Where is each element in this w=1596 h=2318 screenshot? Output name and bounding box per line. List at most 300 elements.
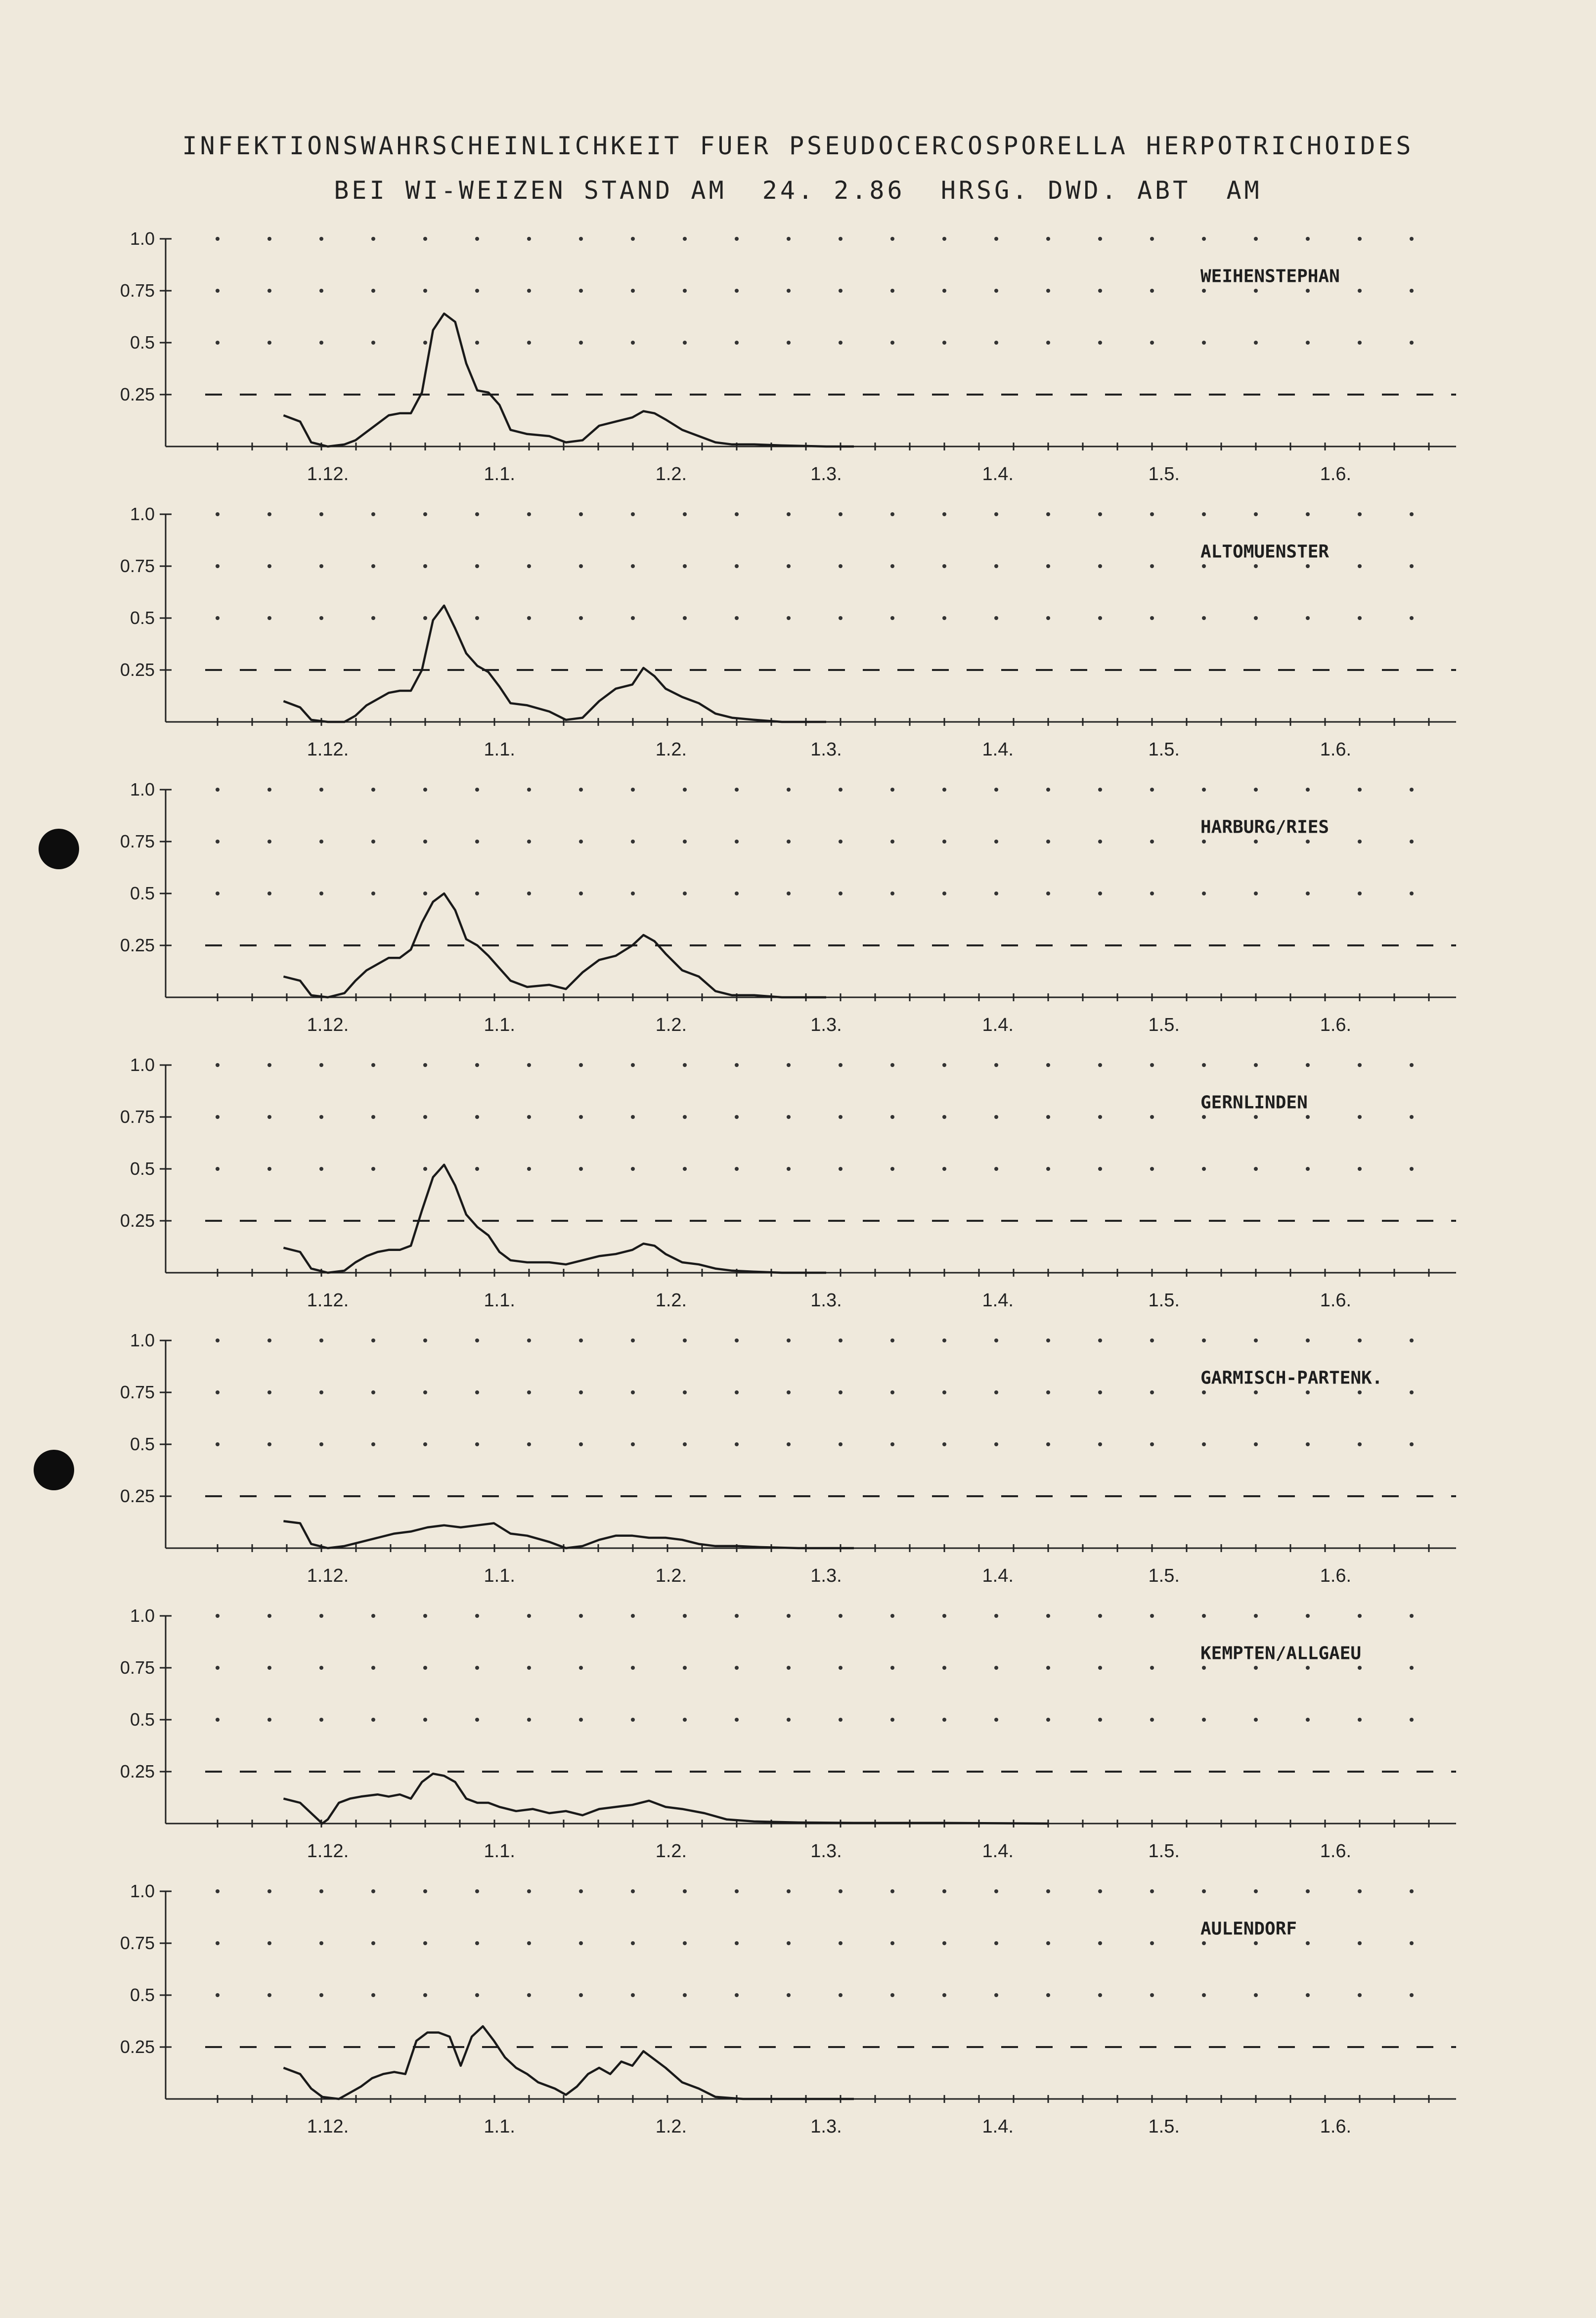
grid-dot: [942, 237, 946, 241]
grid-dot: [1046, 1390, 1050, 1394]
grid-dot: [1410, 616, 1414, 620]
x-tick-label: 1.1.: [484, 1290, 515, 1311]
x-tick-label: 1.6.: [1320, 464, 1352, 485]
grid-dot: [1046, 616, 1050, 620]
grid-dot: [527, 1390, 531, 1394]
grid-dot: [475, 1442, 479, 1446]
grid-dot: [1046, 1063, 1050, 1067]
x-tick-label: 1.3.: [810, 1015, 842, 1035]
grid-dot: [942, 289, 946, 293]
y-tick-label: 0.75: [120, 1657, 155, 1678]
grid-dot: [1202, 289, 1206, 293]
x-tick-label: 1.3.: [810, 739, 842, 760]
x-tick-label: 1.1.: [484, 739, 515, 760]
grid-dot: [216, 892, 220, 895]
x-tick-label: 1.3.: [810, 1290, 842, 1311]
grid-dot: [1046, 1614, 1050, 1618]
grid-dot: [890, 1666, 894, 1670]
series-line: [283, 1521, 854, 1548]
grid-dot: [1254, 1666, 1258, 1670]
grid-dot: [1254, 1338, 1258, 1342]
grid-dot: [683, 1442, 687, 1446]
grid-dot: [1358, 840, 1362, 844]
grid-dot: [1202, 1666, 1206, 1670]
grid-dot: [890, 892, 894, 895]
grid-dot: [1150, 341, 1154, 345]
grid-dot: [1306, 1889, 1310, 1893]
grid-dot: [787, 289, 791, 293]
grid-dot: [1410, 1115, 1414, 1119]
grid-dot: [423, 1167, 427, 1171]
grid-dot: [1046, 1167, 1050, 1171]
grid-dot: [683, 1390, 687, 1394]
grid-dot: [1306, 1941, 1310, 1945]
grid-dot: [631, 616, 635, 620]
grid-dot: [1098, 289, 1102, 293]
grid-dot: [527, 1063, 531, 1067]
x-tick-label: 1.2.: [655, 1290, 687, 1311]
grid-dot: [579, 237, 583, 241]
grid-dot: [319, 1115, 323, 1119]
grid-dot: [1306, 237, 1310, 241]
grid-dot: [267, 892, 271, 895]
y-tick-label: 0.25: [120, 384, 155, 404]
y-tick-label: 0.5: [130, 1709, 155, 1730]
grid-dot: [994, 892, 998, 895]
grid-dot: [527, 1442, 531, 1446]
grid-dot: [216, 289, 220, 293]
grid-dot: [1306, 1167, 1310, 1171]
grid-dot: [1150, 1167, 1154, 1171]
grid-dot: [1150, 1063, 1154, 1067]
grid-dot: [1254, 512, 1258, 516]
grid-dot: [475, 341, 479, 345]
grid-dot: [683, 1338, 687, 1342]
grid-dot: [267, 1390, 271, 1394]
grid-dot: [579, 1614, 583, 1618]
y-tick-label: 0.25: [120, 2037, 155, 2057]
grid-dot: [994, 1338, 998, 1342]
chart-panel-1: [120, 228, 1456, 485]
grid-dot: [1150, 840, 1154, 844]
grid-dot: [1358, 564, 1362, 568]
grid-dot: [735, 341, 739, 345]
y-tick-label: 0.75: [120, 556, 155, 576]
x-tick-label: 1.4.: [982, 1841, 1014, 1862]
grid-dot: [839, 788, 842, 792]
x-tick-label: 1.2.: [655, 1841, 687, 1862]
chart-panel-7: [120, 1881, 1456, 2137]
x-tick-label: 1.6.: [1320, 739, 1352, 760]
grid-dot: [683, 788, 687, 792]
grid-dot: [1306, 1442, 1310, 1446]
grid-dot: [787, 237, 791, 241]
grid-dot: [319, 840, 323, 844]
grid-dot: [475, 1338, 479, 1342]
y-tick-label: 1.0: [130, 1055, 155, 1075]
grid-dot: [1254, 1390, 1258, 1394]
x-tick-label: 1.12.: [307, 464, 349, 485]
grid-dot: [890, 788, 894, 792]
x-tick-label: 1.12.: [307, 1290, 349, 1311]
grid-dot: [942, 616, 946, 620]
grid-dot: [683, 289, 687, 293]
grid-dot: [267, 1889, 271, 1893]
grid-dot: [1202, 341, 1206, 345]
grid-dot: [787, 341, 791, 345]
y-tick-label: 0.5: [130, 332, 155, 353]
grid-dot: [631, 788, 635, 792]
grid-dot: [1098, 237, 1102, 241]
grid-dot: [1046, 1666, 1050, 1670]
grid-dot: [267, 1115, 271, 1119]
grid-dot: [942, 564, 946, 568]
grid-dot: [1254, 892, 1258, 895]
y-tick-label: 0.75: [120, 280, 155, 301]
grid-dot: [527, 512, 531, 516]
grid-dot: [1098, 1889, 1102, 1893]
y-tick-label: 0.25: [120, 1761, 155, 1782]
grid-dot: [216, 341, 220, 345]
grid-dot: [475, 1718, 479, 1722]
grid-dot: [1358, 892, 1362, 895]
grid-dot: [423, 564, 427, 568]
grid-dot: [839, 1941, 842, 1945]
grid-dot: [1358, 1390, 1362, 1394]
grid-dot: [1358, 512, 1362, 516]
grid-dot: [475, 1063, 479, 1067]
grid-dot: [787, 1338, 791, 1342]
grid-dot: [579, 1718, 583, 1722]
y-tick-label: 1.0: [130, 1881, 155, 1901]
grid-dot: [1046, 892, 1050, 895]
grid-dot: [1150, 1889, 1154, 1893]
x-tick-label: 1.6.: [1320, 1565, 1352, 1586]
grid-dot: [579, 892, 583, 895]
grid-dot: [1410, 1941, 1414, 1945]
grid-dot: [1150, 1718, 1154, 1722]
grid-dot: [579, 564, 583, 568]
grid-dot: [1046, 840, 1050, 844]
grid-dot: [267, 512, 271, 516]
grid-dot: [475, 1666, 479, 1670]
series-line: [283, 2026, 854, 2099]
grid-dot: [1202, 237, 1206, 241]
grid-dot: [994, 1941, 998, 1945]
grid-dot: [527, 1614, 531, 1618]
grid-dot: [942, 840, 946, 844]
grid-dot: [942, 1115, 946, 1119]
grid-dot: [994, 1889, 998, 1893]
grid-dot: [735, 1666, 739, 1670]
grid-dot: [683, 237, 687, 241]
grid-dot: [839, 1390, 842, 1394]
grid-dot: [1410, 1338, 1414, 1342]
grid-dot: [1358, 1993, 1362, 1997]
x-tick-label: 1.5.: [1148, 464, 1180, 485]
grid-dot: [1202, 788, 1206, 792]
x-tick-label: 1.12.: [307, 1015, 349, 1035]
grid-dot: [319, 1941, 323, 1945]
grid-dot: [994, 237, 998, 241]
grid-dot: [942, 1718, 946, 1722]
grid-dot: [890, 1941, 894, 1945]
grid-dot: [1254, 1115, 1258, 1119]
grid-dot: [1150, 512, 1154, 516]
grid-dot: [423, 1063, 427, 1067]
grid-dot: [579, 788, 583, 792]
grid-dot: [319, 1718, 323, 1722]
grid-dot: [1254, 237, 1258, 241]
grid-dot: [1410, 1666, 1414, 1670]
grid-dot: [579, 1442, 583, 1446]
grid-dot: [890, 512, 894, 516]
station-label: GERNLINDEN: [1200, 1092, 1308, 1113]
grid-dot: [371, 1666, 375, 1670]
grid-dot: [1410, 1889, 1414, 1893]
grid-dot: [890, 1718, 894, 1722]
grid-dot: [994, 1390, 998, 1394]
grid-dot: [1150, 1390, 1154, 1394]
grid-dot: [890, 840, 894, 844]
grid-dot: [631, 892, 635, 895]
grid-dot: [267, 564, 271, 568]
grid-dot: [890, 1993, 894, 1997]
grid-dot: [994, 1718, 998, 1722]
grid-dot: [839, 892, 842, 895]
grid-dot: [216, 840, 220, 844]
grid-dot: [216, 1442, 220, 1446]
grid-dot: [787, 1718, 791, 1722]
grid-dot: [839, 1666, 842, 1670]
grid-dot: [994, 616, 998, 620]
x-tick-label: 1.6.: [1320, 1015, 1352, 1035]
grid-dot: [579, 1666, 583, 1670]
grid-dot: [319, 1442, 323, 1446]
grid-dot: [1046, 1442, 1050, 1446]
grid-dot: [1306, 1993, 1310, 1997]
grid-dot: [1410, 341, 1414, 345]
grid-dot: [1202, 512, 1206, 516]
grid-dot: [475, 289, 479, 293]
grid-dot: [942, 1993, 946, 1997]
y-tick-label: 0.5: [130, 1985, 155, 2005]
grid-dot: [735, 1167, 739, 1171]
grid-dot: [423, 1115, 427, 1119]
grid-dot: [683, 616, 687, 620]
grid-dot: [994, 1666, 998, 1670]
grid-dot: [839, 1889, 842, 1893]
grid-dot: [1410, 512, 1414, 516]
grid-dot: [631, 840, 635, 844]
grid-dot: [787, 1063, 791, 1067]
grid-dot: [527, 788, 531, 792]
grid-dot: [1098, 1941, 1102, 1945]
grid-dot: [735, 616, 739, 620]
grid-dot: [839, 1167, 842, 1171]
grid-dot: [1202, 1063, 1206, 1067]
grid-dot: [942, 1390, 946, 1394]
grid-dot: [579, 1115, 583, 1119]
x-tick-label: 1.3.: [810, 2116, 842, 2137]
grid-dot: [267, 1614, 271, 1618]
grid-dot: [475, 616, 479, 620]
series-line: [283, 1774, 1048, 1824]
grid-dot: [735, 1718, 739, 1722]
grid-dot: [735, 892, 739, 895]
grid-dot: [631, 1666, 635, 1670]
grid-dot: [735, 1941, 739, 1945]
grid-dot: [942, 1442, 946, 1446]
grid-dot: [735, 1390, 739, 1394]
grid-dot: [942, 1063, 946, 1067]
grid-dot: [1358, 788, 1362, 792]
grid-dot: [216, 1063, 220, 1067]
grid-dot: [839, 1338, 842, 1342]
grid-dot: [423, 892, 427, 895]
grid-dot: [216, 1941, 220, 1945]
grid-dot: [890, 1614, 894, 1618]
grid-dot: [683, 1889, 687, 1893]
grid-dot: [1046, 1889, 1050, 1893]
grid-dot: [1046, 788, 1050, 792]
x-tick-label: 1.4.: [982, 1015, 1014, 1035]
grid-dot: [475, 1614, 479, 1618]
grid-dot: [267, 1941, 271, 1945]
y-tick-label: 1.0: [130, 1605, 155, 1626]
grid-dot: [1150, 1442, 1154, 1446]
grid-dot: [839, 1614, 842, 1618]
grid-dot: [216, 1889, 220, 1893]
grid-dot: [423, 840, 427, 844]
grid-dot: [423, 1889, 427, 1893]
x-tick-label: 1.1.: [484, 2116, 515, 2137]
grid-dot: [475, 512, 479, 516]
grid-dot: [683, 1993, 687, 1997]
grid-dot: [527, 564, 531, 568]
grid-dot: [735, 1442, 739, 1446]
x-tick-label: 1.5.: [1148, 739, 1180, 760]
series-line: [283, 606, 826, 722]
grid-dot: [579, 1941, 583, 1945]
grid-dot: [787, 1115, 791, 1119]
grid-dot: [683, 1614, 687, 1618]
grid-dot: [371, 788, 375, 792]
grid-dot: [942, 1941, 946, 1945]
grid-dot: [1202, 840, 1206, 844]
grid-dot: [423, 512, 427, 516]
grid-dot: [735, 512, 739, 516]
grid-dot: [787, 1941, 791, 1945]
grid-dot: [1150, 1115, 1154, 1119]
grid-dot: [527, 892, 531, 895]
grid-dot: [267, 1063, 271, 1067]
grid-dot: [890, 616, 894, 620]
grid-dot: [371, 1338, 375, 1342]
grid-dot: [1358, 1442, 1362, 1446]
grid-dot: [579, 289, 583, 293]
x-tick-label: 1.12.: [307, 2116, 349, 2137]
grid-dot: [1046, 1338, 1050, 1342]
grid-dot: [371, 1442, 375, 1446]
x-tick-label: 1.5.: [1148, 2116, 1180, 2137]
grid-dot: [994, 1993, 998, 1997]
grid-dot: [423, 616, 427, 620]
grid-dot: [1254, 1167, 1258, 1171]
grid-dot: [1202, 1390, 1206, 1394]
grid-dot: [216, 1115, 220, 1119]
grid-dot: [1254, 1941, 1258, 1945]
grid-dot: [1098, 1063, 1102, 1067]
grid-dot: [1358, 1115, 1362, 1119]
grid-dot: [371, 341, 375, 345]
grid-dot: [787, 1889, 791, 1893]
grid-dot: [423, 788, 427, 792]
grid-dot: [683, 1063, 687, 1067]
grid-dot: [631, 1390, 635, 1394]
x-tick-label: 1.2.: [655, 1565, 687, 1586]
grid-dot: [1150, 1666, 1154, 1670]
grid-dot: [1098, 788, 1102, 792]
series-line: [283, 313, 854, 446]
grid-dot: [631, 1442, 635, 1446]
x-tick-label: 1.6.: [1320, 1290, 1352, 1311]
station-label: ALTOMUENSTER: [1200, 541, 1330, 562]
grid-dot: [527, 1718, 531, 1722]
grid-dot: [1098, 512, 1102, 516]
y-tick-label: 0.75: [120, 1382, 155, 1402]
x-tick-label: 1.6.: [1320, 1841, 1352, 1862]
grid-dot: [631, 1063, 635, 1067]
grid-dot: [1410, 1167, 1414, 1171]
grid-dot: [1358, 289, 1362, 293]
grid-dot: [579, 1889, 583, 1893]
chart-title-line-1: INFEKTIONSWAHRSCHEINLICHKEIT FUER PSEUDOCERCOSPORELLA HERPOTRICHOIDES: [182, 132, 1414, 160]
grid-dot: [631, 341, 635, 345]
grid-dot: [1358, 1889, 1362, 1893]
grid-dot: [1306, 1338, 1310, 1342]
grid-dot: [683, 1666, 687, 1670]
grid-dot: [527, 341, 531, 345]
grid-dot: [735, 1063, 739, 1067]
grid-dot: [942, 1338, 946, 1342]
grid-dot: [1410, 892, 1414, 895]
grid-dot: [683, 840, 687, 844]
grid-dot: [994, 788, 998, 792]
grid-dot: [1254, 788, 1258, 792]
grid-dot: [735, 564, 739, 568]
grid-dot: [267, 788, 271, 792]
grid-dot: [683, 341, 687, 345]
grid-dot: [942, 341, 946, 345]
grid-dot: [994, 564, 998, 568]
grid-dot: [216, 616, 220, 620]
grid-dot: [1410, 1442, 1414, 1446]
grid-dot: [1202, 1442, 1206, 1446]
grid-dot: [527, 616, 531, 620]
grid-dot: [890, 564, 894, 568]
grid-dot: [579, 512, 583, 516]
grid-dot: [319, 1338, 323, 1342]
grid-dot: [1202, 1338, 1206, 1342]
grid-dot: [994, 512, 998, 516]
grid-dot: [423, 1941, 427, 1945]
grid-dot: [787, 512, 791, 516]
x-tick-label: 1.5.: [1148, 1841, 1180, 1862]
grid-dot: [319, 1614, 323, 1618]
grid-dot: [1410, 289, 1414, 293]
grid-dot: [527, 237, 531, 241]
